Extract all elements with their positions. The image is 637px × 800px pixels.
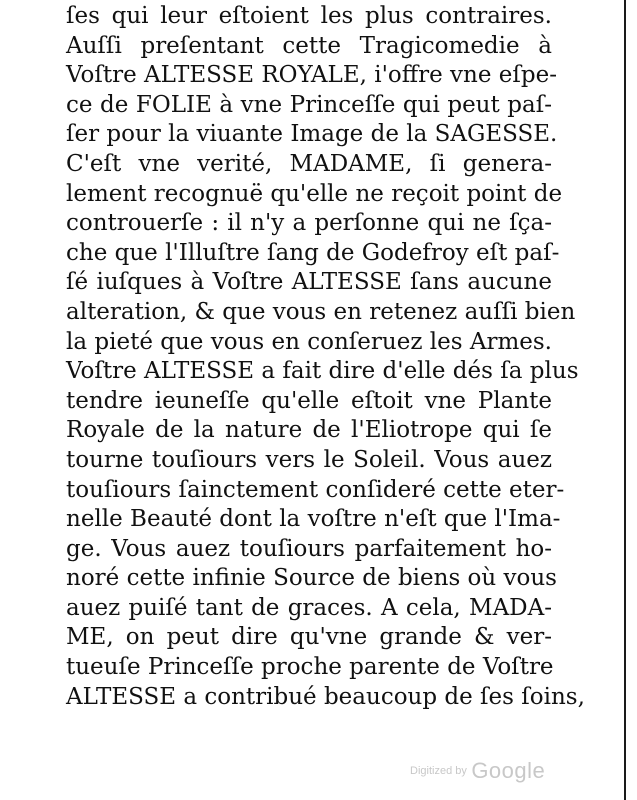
text-line: auez puiſé tant de graces. A cela, MADA- [66, 594, 552, 621]
text-line: ce de FOLIE à vne Princeſſe qui peut paſ- [66, 91, 552, 118]
text-line: Royale de la nature de l'Eliotrope qui ſe [66, 417, 552, 444]
text-line: ge. Vous auez touſiours parfaitement ho- [66, 535, 552, 562]
digitized-watermark [410, 758, 545, 784]
text-line: ſes qui leur eſtoient les plus contraires. [66, 3, 552, 29]
text-line: C'eſt vne verité, MADAME, ſi generа- [66, 150, 552, 177]
text-line: controuerſe : il n'y a perſonne qui ne ſça- [66, 210, 552, 237]
text-line: la pieté que vous en conſeruez les Armes. [66, 328, 552, 355]
text-line: noré cette infinie Source de biens où vous [66, 565, 557, 592]
page-text [66, 2, 585, 712]
page-edge-rule [624, 0, 626, 800]
text-line: ſer pour la viuante Image de la SAGESSE. [66, 121, 558, 148]
text-line: Auſſi preſentant cette Tragicomedie à [66, 32, 552, 59]
watermark-prefix: Digitized by [410, 765, 467, 777]
watermark-brand: Google [471, 758, 546, 783]
text-line: touſiours ſainctement conſideré cette eter- [66, 476, 565, 503]
text-line: tendre ieuneſſe qu'elle eſtoit vne Plante [66, 387, 552, 414]
text-line: ſé iuſques à Voſtre ALTESSE ſans aucune [66, 269, 552, 296]
text-line: che que l'Illuſtre ſang de Godefroy eſt paſ- [66, 239, 560, 266]
text-line: tourne touſiours vers le Soleil. Vous auez [66, 446, 552, 473]
text-line: ME, on peut dire qu'vne grande & ver- [66, 624, 552, 651]
text-line: alteration, & que vous en retenez auſſi bien [66, 298, 576, 325]
text-line: tueuſe Princeſſe proche parente de Voſtre [66, 654, 554, 681]
text-line: ALTESSE a contribué beaucoup de ſes ſoins, [66, 683, 585, 710]
text-line: nelle Beauté dont la voſtre n'eſt que l'Ima- [66, 506, 561, 533]
text-line: Voſtre ALTESSE a fait dire d'elle dés ſa plus [66, 358, 579, 385]
text-line: Voſtre ALTESSE ROYALE, i'offre vne eſpe- [66, 62, 557, 89]
text-line: lement recognuë qu'elle ne reçoit point de [66, 180, 563, 207]
